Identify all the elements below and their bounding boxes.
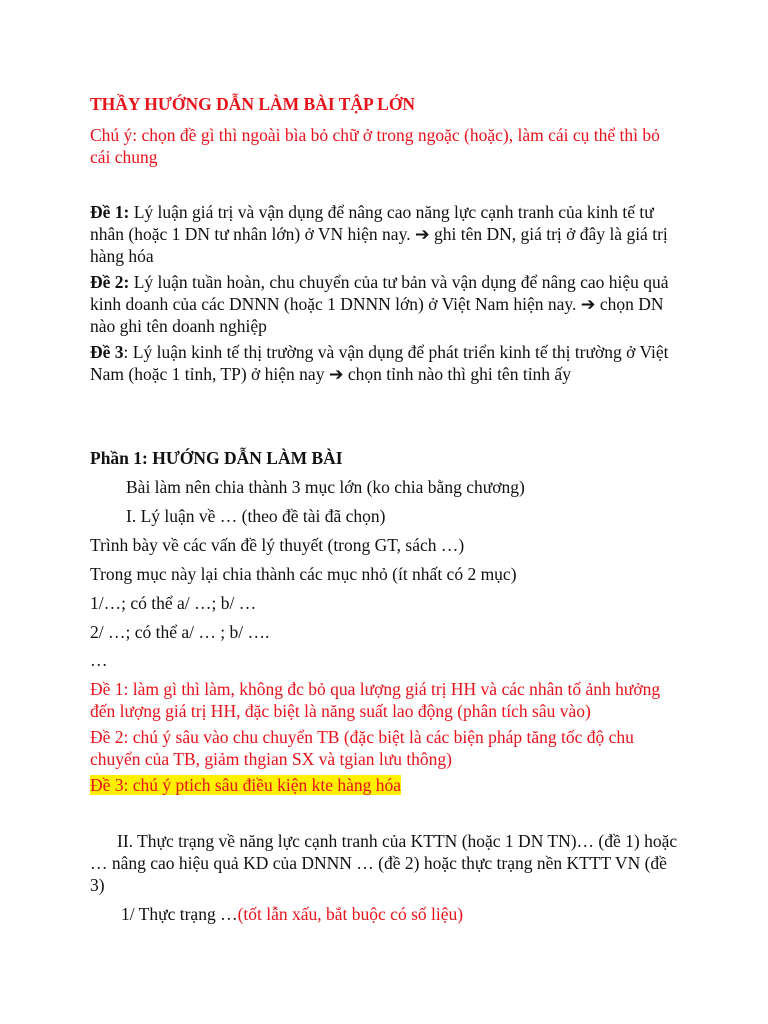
part1-line-3: Trình bày về các vấn đề lý thuyết (trong GT, sách …) bbox=[90, 535, 465, 555]
part1-line-7: … bbox=[90, 650, 108, 670]
topic-1 bbox=[90, 201, 680, 267]
part1-line-1: Bài làm nên chia thành 3 mục lớn (ko chia bằng chương) bbox=[126, 477, 525, 497]
part1-line-4: Trong mục này lại chia thành các mục nhỏ (ít nhất có 2 mục) bbox=[90, 564, 517, 584]
topic-3 bbox=[90, 341, 680, 385]
topic-3-label: Đề 3 bbox=[90, 342, 124, 362]
section-2: II. Thực trạng về năng lực cạnh tranh của KTTN (hoặc 1 DN TN)… (đề 1) hoặc … nâng cao hiệu quả KD của DNNN … (đề 2) hoặc thực trạng nền KTTT VN (đề 3) bbox=[90, 831, 678, 895]
note-topic-2: Đề 2: chú ý sâu vào chu chuyển TB (đặc biệt là các biện pháp tăng tốc độ chu chuyển của TB, giảm thgian SX và tgian lưu thông) bbox=[90, 727, 634, 769]
note-topic-3-highlight: Đề 3: chú ý ptich sâu điều kiện kte hàng hóa bbox=[90, 775, 402, 795]
part1-line-6: 2/ …; có thể a/ … ; b/ …. bbox=[90, 622, 270, 642]
topic-1-label: Đề 1: bbox=[90, 202, 130, 222]
topic-3-text: : Lý luận kinh tế thị trường và vận dụng để phát triển kinh tế thị trường ở Việt Nam (hoặc 1 tỉnh, TP) ở hiện nay ➔ chọn tỉnh nào thì ghi tên tỉnh ấy bbox=[90, 342, 669, 384]
topic-1-text: Lý luận giá trị và vận dụng để nâng cao năng lực cạnh tranh của kinh tế tư nhân (hoặc 1 DN tư nhân lớn) ở VN hiện nay. ➔ ghi tên DN, giá trị ở đây là giá trị hàng hóa bbox=[90, 202, 668, 266]
doc-title: THẦY HƯỚNG DẪN LÀM BÀI TẬP LỚN bbox=[90, 94, 416, 114]
topic-2-label: Đề 2: bbox=[90, 272, 130, 292]
subsection-1-label: 1/ Thực trạng … bbox=[121, 904, 238, 924]
subsection-1 bbox=[121, 903, 711, 925]
subsection-1-note: (tốt lẫn xấu, bắt buộc có số liệu) bbox=[237, 904, 464, 924]
note-text: Chú ý: chọn đề gì thì ngoài bìa bỏ chữ ở trong ngoặc (hoặc), làm cái cụ thể thì bỏ cái chung bbox=[90, 125, 660, 167]
topic-2-text: Lý luận tuần hoàn, chu chuyển của tư bản và vận dụng để nâng cao hiệu quả kinh doanh của các DNNN (hoặc 1 DNNN lớn) ở Việt Nam hiện nay. ➔ chọn DN nào ghi tên doanh nghiệp bbox=[90, 272, 669, 336]
topic-2 bbox=[90, 271, 680, 337]
part1-heading: Phần 1: HƯỚNG DẪN LÀM BÀI bbox=[90, 448, 343, 468]
part1-line-2: I. Lý luận về … (theo đề tài đã chọn) bbox=[126, 506, 386, 526]
note-topic-3 bbox=[90, 774, 680, 796]
note-topic-1: Đề 1: làm gì thì làm, không đc bỏ qua lượng giá trị HH và các nhân tố ảnh hưởng đến lượng giá trị HH, đặc biệt là năng suất lao động (phân tích sâu vào) bbox=[90, 679, 661, 721]
part1-line-5: 1/…; có thể a/ …; b/ … bbox=[90, 593, 257, 613]
